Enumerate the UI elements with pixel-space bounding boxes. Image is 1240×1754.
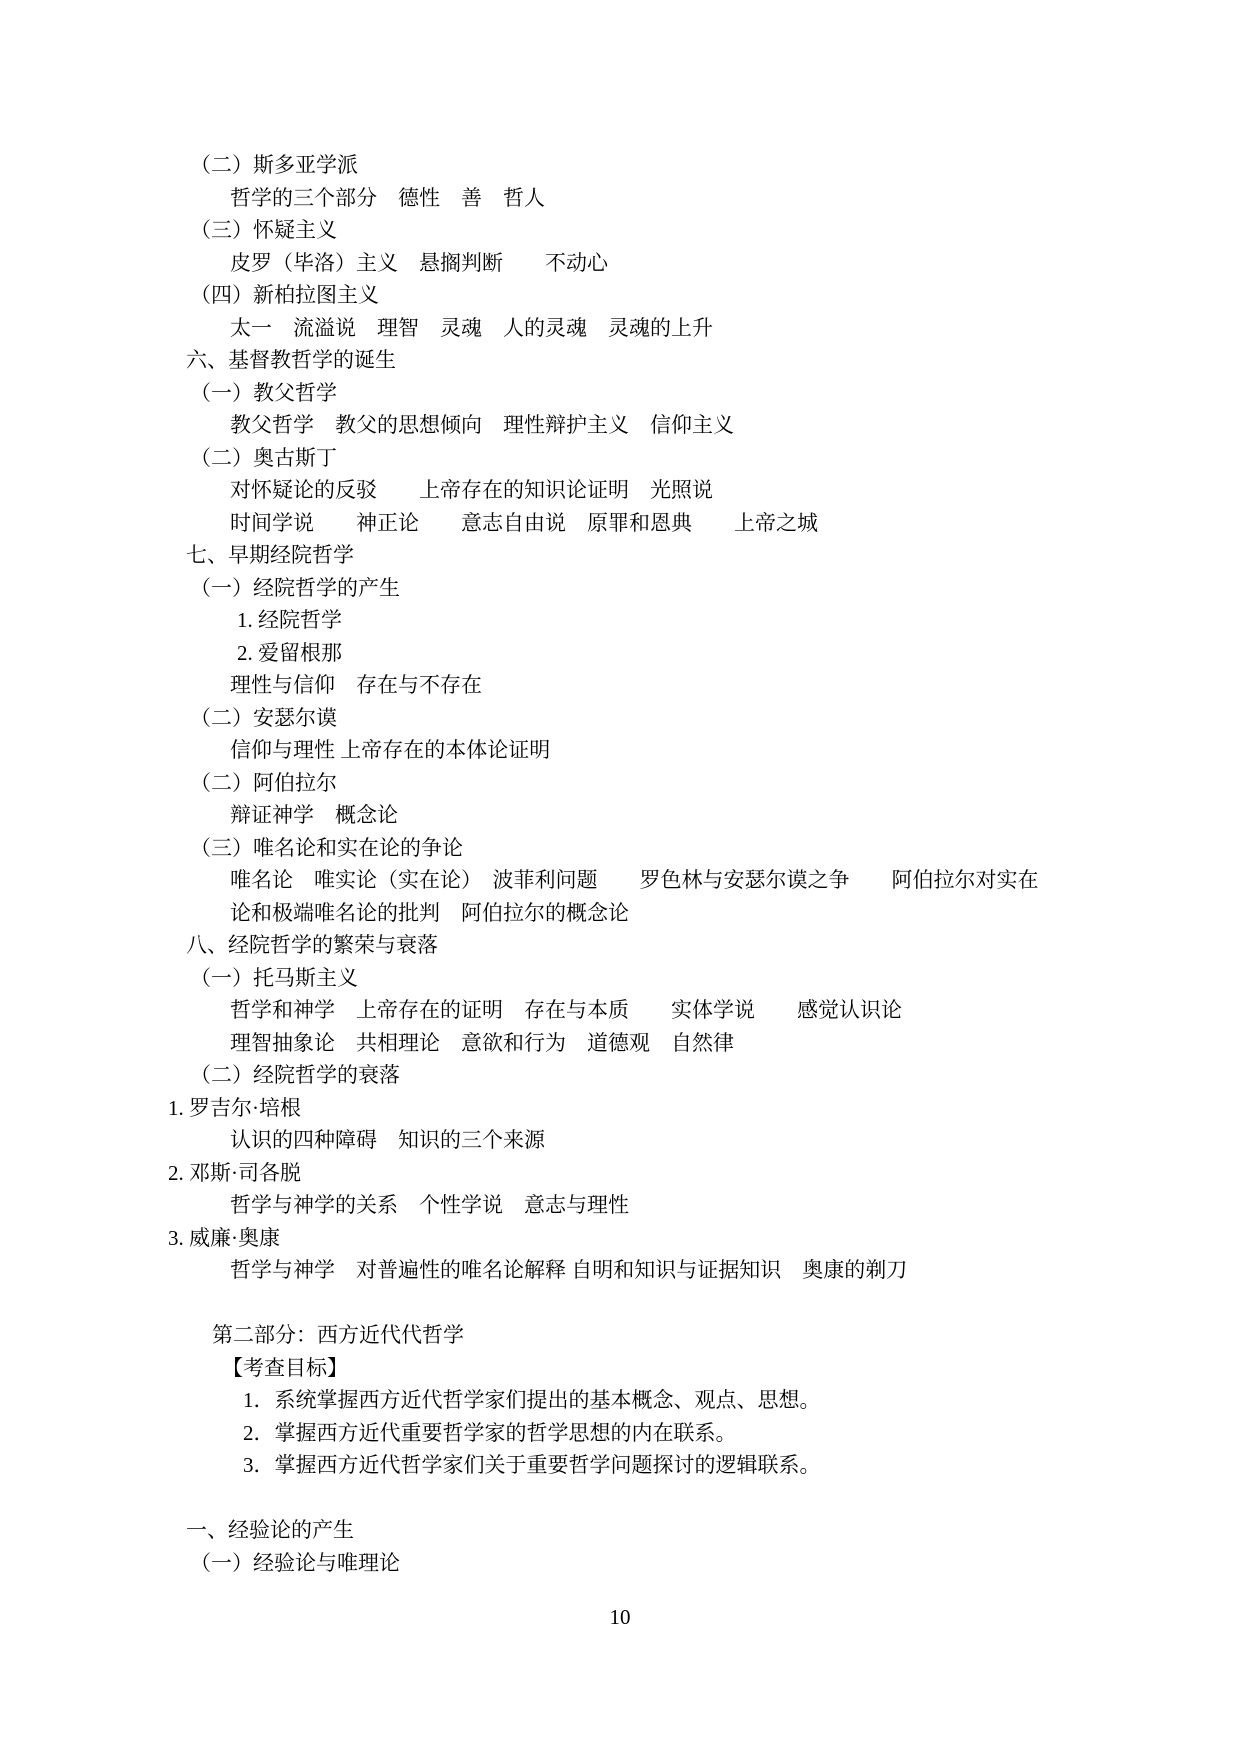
text-line: （二）奥古斯丁: [190, 445, 337, 470]
text-line: （三）唯名论和实在论的争论: [190, 835, 463, 860]
text-line: （二）经院哲学的衰落: [190, 1063, 400, 1087]
text-line: 皮罗（毕洛）主义 悬搁判断 不动心: [230, 250, 608, 275]
text-line: 唯名论 唯实论（实在论） 波菲利问题 罗色林与安瑟尔谟之争 阿伯拉尔对实在: [230, 868, 1039, 892]
text-line: 2. 邓斯·司各脱: [168, 1160, 301, 1185]
text-line: 教父哲学 教父的思想倾向 理性辩护主义 信仰主义: [230, 413, 734, 437]
objective-item: 3．掌握西方近代哲学家们关于重要哲学问题探讨的逻辑联系。: [243, 1453, 821, 1477]
text-line: 理智抽象论 共相理论 意欲和行为 道德观 自然律: [230, 1030, 734, 1055]
text-line: （三）怀疑主义: [190, 218, 337, 242]
text-line: （二）阿伯拉尔: [190, 770, 337, 795]
text-line: 3. 威廉·奥康: [168, 1225, 280, 1250]
text-line: 哲学和神学 上帝存在的证明 存在与本质 实体学说 感觉认识论: [230, 998, 902, 1022]
text-line: 哲学的三个部分 德性 善 哲人: [230, 185, 545, 210]
text-line: 信仰与理性 上帝存在的本体论证明: [230, 738, 551, 762]
text-line: 太一 流溢说 理智 灵魂 人的灵魂 灵魂的上升: [230, 315, 713, 340]
text-line: （一）托马斯主义: [190, 965, 358, 990]
text-line: 哲学与神学 对普遍性的唯名论解释 自明和知识与证据知识 奥康的剃刀: [230, 1258, 908, 1282]
objective-item: 1．系统掌握西方近代哲学家们提出的基本概念、观点、思想。: [243, 1388, 821, 1412]
text-line: 论和极端唯名论的批判 阿伯拉尔的概念论: [230, 900, 629, 925]
text-line: （一）经院哲学的产生: [190, 575, 400, 600]
text-line: 哲学与神学的关系 个性学说 意志与理性: [230, 1193, 629, 1217]
section-heading: 七、早期经院哲学: [186, 543, 354, 567]
section-heading: 六、基督教哲学的诞生: [186, 348, 396, 372]
text-line: （一）经验论与唯理论: [190, 1550, 400, 1575]
text-line: 1. 罗吉尔·培根: [168, 1095, 301, 1120]
section-heading: 八、经院哲学的繁荣与衰落: [186, 933, 438, 957]
text-line: 2. 爱留根那: [237, 640, 342, 665]
section-heading: 一、经验论的产生: [186, 1518, 354, 1542]
text-line: 时间学说 神正论 意志自由说 原罪和恩典 上帝之城: [230, 510, 818, 535]
text-line: （二）安瑟尔谟: [190, 705, 337, 730]
text-line: （一）教父哲学: [190, 380, 337, 405]
text-line: 1. 经院哲学: [237, 608, 342, 632]
text-line: 辩证神学 概念论: [230, 803, 398, 827]
part-heading: 第二部分：西方近代代哲学: [212, 1323, 464, 1347]
text-line: 理性与信仰 存在与不存在: [230, 673, 482, 697]
text-line: （四）新柏拉图主义: [190, 283, 379, 307]
text-line: 认识的四种障碍 知识的三个来源: [230, 1128, 545, 1152]
text-line: 对怀疑论的反驳 上帝存在的知识论证明 光照说: [230, 478, 713, 502]
objective-item: 2．掌握西方近代重要哲学家的哲学思想的内在联系。: [243, 1420, 737, 1445]
text-line: （二）斯多亚学派: [190, 153, 358, 177]
exam-objectives-heading: 【考查目标】: [222, 1355, 348, 1380]
page-number: 10: [609, 1605, 631, 1629]
